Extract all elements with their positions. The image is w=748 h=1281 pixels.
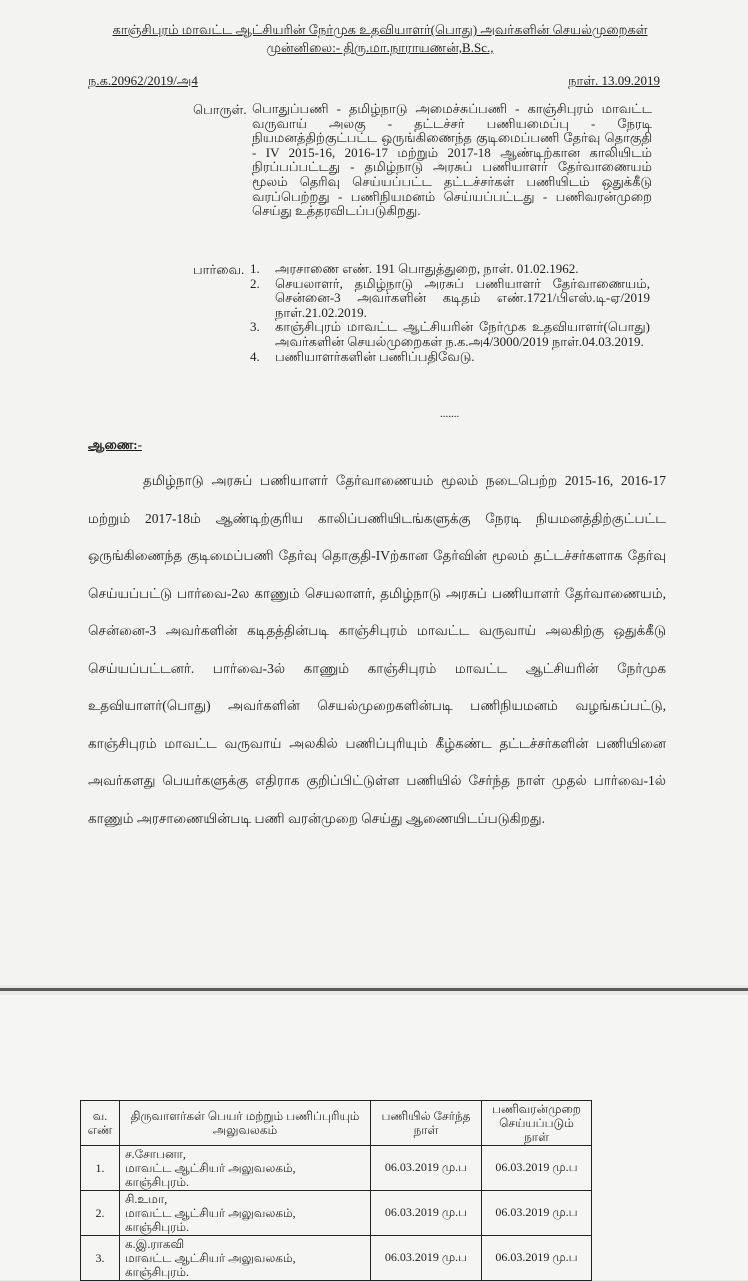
office-name: மாவட்ட ஆட்சியர் அலுவலகம், [125, 1161, 296, 1175]
name-office-cell [120, 1191, 371, 1236]
reference-text: பணியாளர்களின் பணிப்பதிவேடு. [275, 348, 475, 364]
reference-item [250, 350, 650, 365]
office-place: காஞ்சிபுரம். [125, 1220, 190, 1234]
subject-label: பொருள். [193, 102, 247, 117]
serial-cell: 2. [81, 1191, 120, 1236]
joined-date-cell: 06.03.2019 மு.ப [371, 1236, 482, 1281]
references-list [250, 262, 650, 364]
regularized-date-cell: 06.03.2019 மு.ப [482, 1236, 592, 1281]
reference-text: காஞ்சிபுரம் மாவட்ட ஆட்சியரின் நேர்முக உதவியாளர்(பொது) அவர்களின் செயல்முறைகள் ந.க.அ4/3000/2019 நாள்.04.03.2019. [275, 319, 650, 349]
name-office-cell [120, 1236, 371, 1281]
reference-item [250, 320, 650, 349]
typists-table [80, 1100, 592, 1281]
column-header-name-office: திருவாளர்கள் பெயர் மற்றும் பணிப்புரியும் அலுவலகம் [120, 1101, 371, 1146]
column-header-serial: வ. எண் [81, 1101, 120, 1146]
document-page-2 [0, 995, 748, 1280]
presiding-officer: முன்னிலை:- திரு.மா.நாராயணன்,B.Sc., [266, 40, 494, 55]
order-body: தமிழ்நாடு அரசுப் பணியாளர் தேர்வாணையம் மூலம் நடைபெற்ற 2015-16, 2016-17 மற்றும் 2017-18ம் ஆண்டிற்குரிய காலிப்பணியிடங்களுக்கு நேரடி நியமனத்திற்குட்பட்ட ஒருங்கிணைந்த குடிமைப்பணி தேர்வு தொகுதி-IVற்கான தேர்வின் மூலம் தட்டச்சர்களாக தேர்வு செய்யப்பட்டு பார்வை-2ல காணும் செயலாளர், தமிழ்நாடு அரசுப் பணியாளர் தேர்வாணையம், சென்னை-3 அவர்களின் கடிதத்தின்படி காஞ்சிபுரம் மாவட்ட வருவாய் அலகிற்கு ஒதுக்கீடு செய்யப்பட்டனர். பார்வை-3ல் காணும் காஞ்சிபுரம் மாவட்ட ஆட்சியரின் நேர்முக உதவியாளர்(பொது) அவர்களின் செயல்முறைகளின்படி பணிநியமனம் வழங்கப்பட்டு, காஞ்சிபுரம் மாவட்ட வருவாய் அலகில் பணிப்புரியும் கீழ்கண்ட தட்டச்சர்களின் பணியினை அவர்களது பெயர்களுக்கு எதிராக குறிப்பிட்டுள்ள பணியில் சேர்ந்த நாள் முதல் பார்வை-1ல் காணும் அரசாணையின்படி பணி வரன்முறை செய்து ஆணையிடப்படுகிறது. [88, 473, 666, 826]
joined-date-cell: 06.03.2019 மு.ப [371, 1191, 482, 1236]
office-place: காஞ்சிபுரம். [125, 1175, 190, 1189]
column-header-joined: பணியில் சேர்ந்த நாள் [371, 1101, 482, 1146]
regularized-date-cell: 06.03.2019 மு.ப [482, 1191, 592, 1236]
name-office-cell [120, 1146, 371, 1191]
table-row [81, 1191, 592, 1236]
reference-number: 2. [250, 275, 260, 291]
reference-text: அரசாணை எண். 191 பொதுத்துறை, நாள். 01.02.1962. [275, 261, 579, 276]
reference-number: 4. [250, 348, 260, 364]
reference-number: 3. [250, 319, 260, 335]
regularized-date-cell: 06.03.2019 மு.ப [482, 1146, 592, 1191]
employee-name: க.இ.ராகவி [125, 1237, 185, 1251]
serial-cell: 1. [81, 1146, 120, 1191]
reference-text: செயலாளர், தமிழ்நாடு அரசுப் பணியாளர் தேர்வாணையம், சென்னை-3 அவர்களின் கடிதம் எண்.1721/பிஎஸ்.டி-ஏ/2019 நாள்.21.02.2019. [275, 275, 650, 320]
document-date: நாள். 13.09.2019 [568, 73, 660, 88]
table-header-row [81, 1101, 592, 1146]
reference-number: 1. [250, 261, 260, 276]
reference-item [250, 262, 650, 277]
reference-item [250, 277, 650, 321]
joined-date-cell: 06.03.2019 மு.ப [371, 1146, 482, 1191]
reference-number: ந.க.20962/2019/அ4 [88, 73, 198, 88]
office-name: மாவட்ட ஆட்சியர் அலுவலகம், [125, 1251, 296, 1265]
office-place: காஞ்சிபுரம். [125, 1265, 190, 1279]
employee-name: சி.உமா, [125, 1192, 168, 1206]
table-row [81, 1146, 592, 1191]
table-row [81, 1236, 592, 1281]
separator-dots: ....... [440, 408, 460, 420]
office-name: மாவட்ட ஆட்சியர் அலுவலகம், [125, 1206, 296, 1220]
employee-name: ச.சோபனா, [125, 1147, 186, 1161]
references-label: பார்வை. [193, 262, 245, 277]
document-title: காஞ்சிபுரம் மாவட்ட ஆட்சியரின் நேர்முக உதவியாளர்(பொது) அவர்களின் செயல்முறைகள் [112, 22, 648, 37]
order-heading: ஆணை:- [88, 437, 142, 452]
subject-text: பொதுப்பணி - தமிழ்நாடு அமைச்சுப்பணி - காஞ்சிபுரம் மாவட்ட வருவாய் அலகு - தட்டச்சர் பணியமைப்பு - நேரடி நியமனத்திற்குட்பட்ட ஒருங்கிணைந்த குடிமைப்பணி தேர்வு தொகுதி - IV 2015-16, 2016-17 மற்றும் 2017-18 ஆண்டிற்கான காலியிடம் நிரப்பப்பட்டது - தமிழ்நாடு அரசுப் பணியாளர் தேர்வாணையம் மூலம் தெரிவு செய்யப்பட்ட தட்டச்சர்கள் பணியிடம் ஒதுக்கீடு வரப்பெற்றது - பணிநியமனம் செய்யப்பட்டது - பணிவரன்முறை செய்து உத்தரவிடப்படுகிறது. [252, 101, 652, 219]
column-header-regularized: பணிவரன்முறை செய்யப்படும் நாள் [482, 1101, 592, 1146]
serial-cell: 3. [81, 1236, 120, 1281]
page-divider [0, 988, 748, 991]
